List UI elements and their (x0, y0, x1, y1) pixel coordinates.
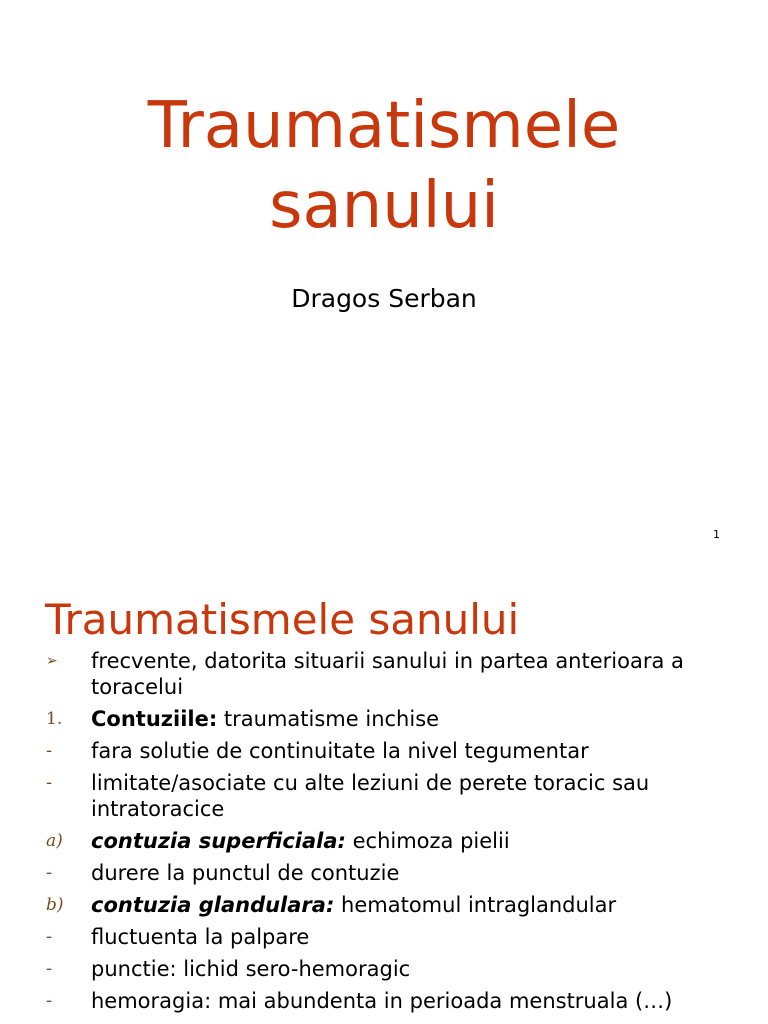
item-lead: contuzia glandulara: (91, 893, 335, 917)
item-text: punctie: lichid sero-hemoragic (91, 957, 411, 981)
dash-marker: - (46, 927, 53, 947)
title-line-1: Traumatismele (147, 89, 621, 163)
list-item (0, 828, 768, 854)
list-item (0, 648, 768, 700)
item-text: fluctuenta la palpare (91, 925, 310, 949)
slide-title: Traumatismele sanului (45, 595, 520, 644)
title-line-2: sanului (269, 169, 499, 243)
arrow-bullet-icon: ➢ (46, 653, 58, 669)
list-item (0, 988, 768, 1014)
dash-marker: - (46, 959, 53, 979)
list-item (0, 924, 768, 950)
item-text: limitate/asociate cu alte leziuni de perete toracic sau intratoracice (91, 771, 650, 821)
item-text: fara solutie de continuitate la nivel tegumentar (91, 739, 589, 763)
item-text: hemoragia: mai abundenta in perioada menstruala (…) (91, 989, 673, 1013)
item-text: hematomul intraglandular (334, 893, 617, 917)
list-item (0, 892, 768, 918)
letter-marker: a) (46, 831, 63, 851)
number-marker: 1. (46, 709, 63, 729)
bullet-list (0, 648, 768, 1020)
item-text: traumatisme inchise (217, 707, 440, 731)
dash-marker: - (46, 741, 53, 761)
list-item (0, 706, 768, 732)
list-item (0, 860, 768, 886)
author-name: Dragos Serban (291, 284, 477, 313)
list-item (0, 738, 768, 764)
presentation-title (0, 86, 768, 246)
item-text: durere la punctul de contuzie (91, 861, 400, 885)
item-lead: contuzia superficiala: (91, 829, 346, 853)
list-item (0, 770, 768, 822)
list-item (0, 956, 768, 982)
item-text: frecvente, datorita situarii sanului in partea anterioara a toracelui (91, 649, 684, 699)
dash-marker: - (46, 773, 53, 793)
item-text: echimoza pielii (345, 829, 510, 853)
dash-marker: - (46, 991, 53, 1011)
item-lead: Contuziile: (91, 707, 218, 731)
dash-marker: - (46, 863, 53, 883)
page-number: 1 (713, 528, 720, 541)
content-slide (0, 560, 768, 1024)
letter-marker: b) (46, 895, 64, 915)
